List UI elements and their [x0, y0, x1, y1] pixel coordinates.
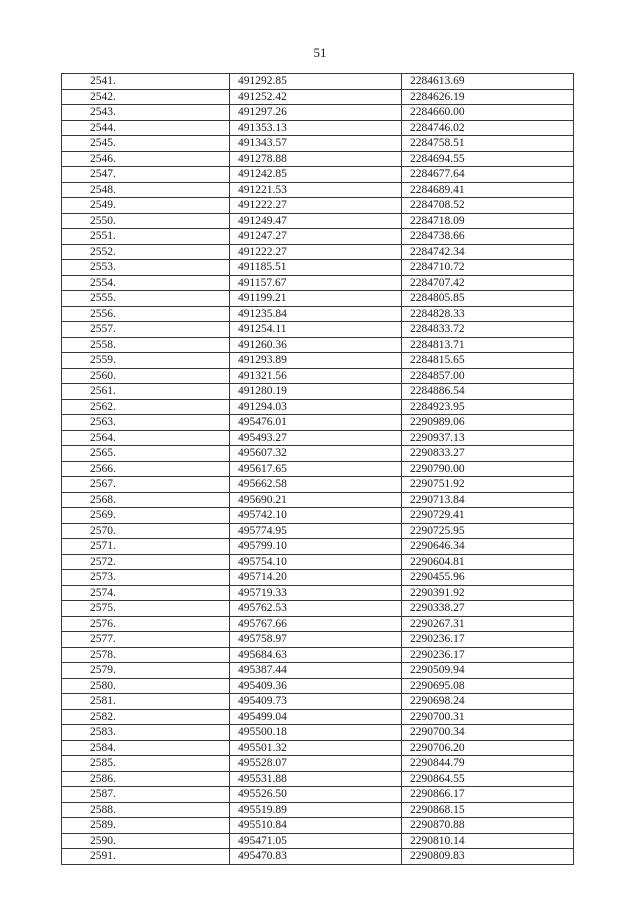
table-row	[62, 198, 574, 214]
point-number-cell: 2544.	[62, 120, 230, 136]
y-coordinate-cell: 2284746.02	[402, 120, 574, 136]
y-coordinate-cell: 2290646.34	[402, 539, 574, 555]
y-coordinate-cell: 2284815.65	[402, 353, 574, 369]
x-coordinate-cell: 495470.83	[230, 849, 402, 865]
table-row	[62, 833, 574, 849]
point-number-cell: 2578.	[62, 647, 230, 663]
x-coordinate-cell: 491254.11	[230, 322, 402, 338]
point-number-cell: 2543.	[62, 105, 230, 121]
y-coordinate-cell: 2284710.72	[402, 260, 574, 276]
table-row	[62, 415, 574, 431]
point-number-cell: 2569.	[62, 508, 230, 524]
x-coordinate-cell: 491292.85	[230, 74, 402, 90]
x-coordinate-cell: 495754.10	[230, 554, 402, 570]
table-row	[62, 802, 574, 818]
x-coordinate-cell: 495758.97	[230, 632, 402, 648]
table-row	[62, 508, 574, 524]
x-coordinate-cell: 495387.44	[230, 663, 402, 679]
table-row	[62, 461, 574, 477]
point-number-cell: 2572.	[62, 554, 230, 570]
table-row	[62, 554, 574, 570]
x-coordinate-cell: 491294.03	[230, 399, 402, 415]
x-coordinate-cell: 495409.36	[230, 678, 402, 694]
coordinates-table-body	[62, 74, 574, 865]
table-row	[62, 74, 574, 90]
y-coordinate-cell: 2290989.06	[402, 415, 574, 431]
table-row	[62, 229, 574, 245]
table-row	[62, 89, 574, 105]
x-coordinate-cell: 491252.42	[230, 89, 402, 105]
x-coordinate-cell: 495714.20	[230, 570, 402, 586]
x-coordinate-cell: 495607.32	[230, 446, 402, 462]
table-row	[62, 337, 574, 353]
point-number-cell: 2557.	[62, 322, 230, 338]
x-coordinate-cell: 491353.13	[230, 120, 402, 136]
table-row	[62, 663, 574, 679]
y-coordinate-cell: 2290236.17	[402, 647, 574, 663]
point-number-cell: 2554.	[62, 275, 230, 291]
x-coordinate-cell: 495774.95	[230, 523, 402, 539]
table-row	[62, 818, 574, 834]
x-coordinate-cell: 491260.36	[230, 337, 402, 353]
table-row	[62, 585, 574, 601]
x-coordinate-cell: 495476.01	[230, 415, 402, 431]
point-number-cell: 2570.	[62, 523, 230, 539]
x-coordinate-cell: 491222.27	[230, 244, 402, 260]
x-coordinate-cell: 495500.18	[230, 725, 402, 741]
x-coordinate-cell: 491221.53	[230, 182, 402, 198]
table-row	[62, 399, 574, 415]
table-row	[62, 353, 574, 369]
table-row	[62, 213, 574, 229]
x-coordinate-cell: 491157.67	[230, 275, 402, 291]
y-coordinate-cell: 2290236.17	[402, 632, 574, 648]
x-coordinate-cell: 495662.58	[230, 477, 402, 493]
y-coordinate-cell: 2284857.00	[402, 368, 574, 384]
point-number-cell: 2551.	[62, 229, 230, 245]
table-row	[62, 167, 574, 183]
table-row	[62, 384, 574, 400]
y-coordinate-cell: 2290267.31	[402, 616, 574, 632]
point-number-cell: 2561.	[62, 384, 230, 400]
y-coordinate-cell: 2290713.84	[402, 492, 574, 508]
table-row	[62, 756, 574, 772]
point-number-cell: 2549.	[62, 198, 230, 214]
y-coordinate-cell: 2284923.95	[402, 399, 574, 415]
x-coordinate-cell: 491185.51	[230, 260, 402, 276]
point-number-cell: 2587.	[62, 787, 230, 803]
point-number-cell: 2585.	[62, 756, 230, 772]
x-coordinate-cell: 491278.88	[230, 151, 402, 167]
table-row	[62, 275, 574, 291]
y-coordinate-cell: 2290937.13	[402, 430, 574, 446]
point-number-cell: 2577.	[62, 632, 230, 648]
y-coordinate-cell: 2290833.27	[402, 446, 574, 462]
x-coordinate-cell: 495617.65	[230, 461, 402, 477]
table-row	[62, 368, 574, 384]
x-coordinate-cell: 495742.10	[230, 508, 402, 524]
y-coordinate-cell: 2290604.81	[402, 554, 574, 570]
y-coordinate-cell: 2284694.55	[402, 151, 574, 167]
x-coordinate-cell: 495499.04	[230, 709, 402, 725]
table-row	[62, 105, 574, 121]
table-row	[62, 182, 574, 198]
y-coordinate-cell: 2284886.54	[402, 384, 574, 400]
x-coordinate-cell: 495510.84	[230, 818, 402, 834]
point-number-cell: 2559.	[62, 353, 230, 369]
x-coordinate-cell: 491280.19	[230, 384, 402, 400]
x-coordinate-cell: 495501.32	[230, 740, 402, 756]
y-coordinate-cell: 2290844.79	[402, 756, 574, 772]
table-row	[62, 492, 574, 508]
point-number-cell: 2556.	[62, 306, 230, 322]
point-number-cell: 2583.	[62, 725, 230, 741]
y-coordinate-cell: 2284828.33	[402, 306, 574, 322]
point-number-cell: 2555.	[62, 291, 230, 307]
x-coordinate-cell: 495684.63	[230, 647, 402, 663]
x-coordinate-cell: 495531.88	[230, 771, 402, 787]
point-number-cell: 2563.	[62, 415, 230, 431]
y-coordinate-cell: 2290700.31	[402, 709, 574, 725]
table-row	[62, 446, 574, 462]
table-row	[62, 477, 574, 493]
table-row	[62, 849, 574, 865]
y-coordinate-cell: 2284742.34	[402, 244, 574, 260]
table-row	[62, 601, 574, 617]
x-coordinate-cell: 491321.56	[230, 368, 402, 384]
point-number-cell: 2553.	[62, 260, 230, 276]
y-coordinate-cell: 2290698.24	[402, 694, 574, 710]
point-number-cell: 2547.	[62, 167, 230, 183]
y-coordinate-cell: 2290790.00	[402, 461, 574, 477]
x-coordinate-cell: 495409.73	[230, 694, 402, 710]
table-row	[62, 306, 574, 322]
point-number-cell: 2580.	[62, 678, 230, 694]
table-row	[62, 678, 574, 694]
y-coordinate-cell: 2284718.09	[402, 213, 574, 229]
y-coordinate-cell: 2290866.17	[402, 787, 574, 803]
point-number-cell: 2545.	[62, 136, 230, 152]
point-number-cell: 2571.	[62, 539, 230, 555]
table-row	[62, 136, 574, 152]
y-coordinate-cell: 2284813.71	[402, 337, 574, 353]
y-coordinate-cell: 2290455.96	[402, 570, 574, 586]
x-coordinate-cell: 491343.57	[230, 136, 402, 152]
y-coordinate-cell: 2290725.95	[402, 523, 574, 539]
point-number-cell: 2562.	[62, 399, 230, 415]
y-coordinate-cell: 2290870.88	[402, 818, 574, 834]
y-coordinate-cell: 2284677.64	[402, 167, 574, 183]
x-coordinate-cell: 495762.53	[230, 601, 402, 617]
y-coordinate-cell: 2284758.51	[402, 136, 574, 152]
y-coordinate-cell: 2284738.66	[402, 229, 574, 245]
x-coordinate-cell: 491249.47	[230, 213, 402, 229]
table-row	[62, 570, 574, 586]
y-coordinate-cell: 2290391.92	[402, 585, 574, 601]
point-number-cell: 2566.	[62, 461, 230, 477]
point-number-cell: 2552.	[62, 244, 230, 260]
table-row	[62, 291, 574, 307]
point-number-cell: 2589.	[62, 818, 230, 834]
table-row	[62, 771, 574, 787]
y-coordinate-cell: 2284660.00	[402, 105, 574, 121]
x-coordinate-cell: 495519.89	[230, 802, 402, 818]
point-number-cell: 2550.	[62, 213, 230, 229]
y-coordinate-cell: 2284833.72	[402, 322, 574, 338]
table-row	[62, 740, 574, 756]
table-row	[62, 322, 574, 338]
x-coordinate-cell: 491293.89	[230, 353, 402, 369]
y-coordinate-cell: 2284613.69	[402, 74, 574, 90]
x-coordinate-cell: 495493.27	[230, 430, 402, 446]
point-number-cell: 2586.	[62, 771, 230, 787]
y-coordinate-cell: 2290864.55	[402, 771, 574, 787]
table-row	[62, 523, 574, 539]
table-row	[62, 694, 574, 710]
x-coordinate-cell: 491222.27	[230, 198, 402, 214]
point-number-cell: 2542.	[62, 89, 230, 105]
table-row	[62, 647, 574, 663]
point-number-cell: 2567.	[62, 477, 230, 493]
point-number-cell: 2573.	[62, 570, 230, 586]
point-number-cell: 2582.	[62, 709, 230, 725]
point-number-cell: 2581.	[62, 694, 230, 710]
point-number-cell: 2568.	[62, 492, 230, 508]
point-number-cell: 2588.	[62, 802, 230, 818]
x-coordinate-cell: 495471.05	[230, 833, 402, 849]
table-row	[62, 151, 574, 167]
table-row	[62, 725, 574, 741]
table-row	[62, 430, 574, 446]
y-coordinate-cell: 2290729.41	[402, 508, 574, 524]
point-number-cell: 2564.	[62, 430, 230, 446]
y-coordinate-cell: 2290751.92	[402, 477, 574, 493]
y-coordinate-cell: 2290509.94	[402, 663, 574, 679]
point-number-cell: 2591.	[62, 849, 230, 865]
table-row	[62, 616, 574, 632]
point-number-cell: 2548.	[62, 182, 230, 198]
coordinates-table	[61, 73, 574, 865]
y-coordinate-cell: 2284708.52	[402, 198, 574, 214]
y-coordinate-cell: 2290809.83	[402, 849, 574, 865]
x-coordinate-cell: 491297.26	[230, 105, 402, 121]
table-row	[62, 539, 574, 555]
table-row	[62, 260, 574, 276]
point-number-cell: 2541.	[62, 74, 230, 90]
page-number: 51	[313, 45, 327, 60]
point-number-cell: 2575.	[62, 601, 230, 617]
y-coordinate-cell: 2290810.14	[402, 833, 574, 849]
x-coordinate-cell: 495690.21	[230, 492, 402, 508]
table-row	[62, 244, 574, 260]
x-coordinate-cell: 495528.07	[230, 756, 402, 772]
point-number-cell: 2584.	[62, 740, 230, 756]
y-coordinate-cell: 2290338.27	[402, 601, 574, 617]
x-coordinate-cell: 491235.84	[230, 306, 402, 322]
point-number-cell: 2565.	[62, 446, 230, 462]
table-row	[62, 632, 574, 648]
point-number-cell: 2546.	[62, 151, 230, 167]
point-number-cell: 2574.	[62, 585, 230, 601]
y-coordinate-cell: 2290868.15	[402, 802, 574, 818]
point-number-cell: 2558.	[62, 337, 230, 353]
x-coordinate-cell: 495719.33	[230, 585, 402, 601]
x-coordinate-cell: 495799.10	[230, 539, 402, 555]
y-coordinate-cell: 2284689.41	[402, 182, 574, 198]
x-coordinate-cell: 491242.85	[230, 167, 402, 183]
y-coordinate-cell: 2284626.19	[402, 89, 574, 105]
x-coordinate-cell: 495767.66	[230, 616, 402, 632]
point-number-cell: 2579.	[62, 663, 230, 679]
table-row	[62, 709, 574, 725]
y-coordinate-cell: 2290706.20	[402, 740, 574, 756]
table-row	[62, 787, 574, 803]
x-coordinate-cell: 491247.27	[230, 229, 402, 245]
table-row	[62, 120, 574, 136]
y-coordinate-cell: 2290700.34	[402, 725, 574, 741]
point-number-cell: 2560.	[62, 368, 230, 384]
x-coordinate-cell: 495526.50	[230, 787, 402, 803]
point-number-cell: 2590.	[62, 833, 230, 849]
y-coordinate-cell: 2284805.85	[402, 291, 574, 307]
point-number-cell: 2576.	[62, 616, 230, 632]
y-coordinate-cell: 2284707.42	[402, 275, 574, 291]
x-coordinate-cell: 491199.21	[230, 291, 402, 307]
y-coordinate-cell: 2290695.08	[402, 678, 574, 694]
